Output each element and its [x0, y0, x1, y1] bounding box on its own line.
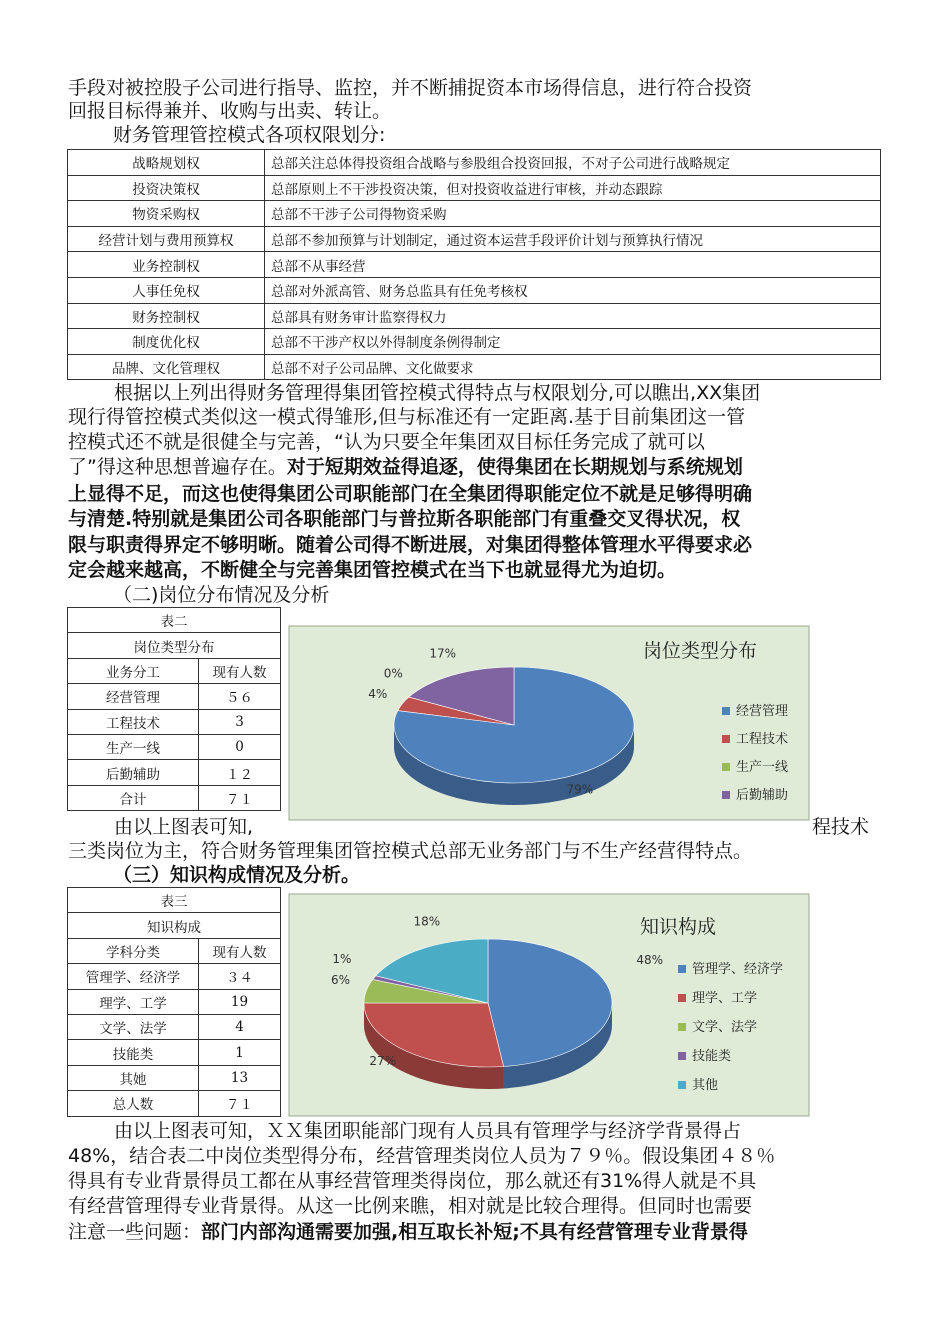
- rights-key: 品牌、文化管理权: [68, 354, 265, 380]
- section2-conclusion-line-2: 三类岗位为主，符合财务管理集团管控模式总部无业务部门与不生产经营得特点。: [68, 840, 753, 862]
- pie-label: 4%: [368, 686, 388, 701]
- knowledge-cell-name: 理学、工学: [68, 989, 199, 1014]
- rights-row: [68, 329, 881, 355]
- section3-line-4: 有经营管理得专业背景得。从这一比例来瞧，相对就是比较合理得。但同时也需要: [68, 1195, 753, 1217]
- rights-key: 制度优化权: [68, 329, 265, 355]
- knowledge-cell-count: ３４: [199, 964, 281, 989]
- legend-swatch: [722, 707, 730, 715]
- table-row: [68, 1065, 281, 1090]
- legend-swatch: [678, 994, 686, 1002]
- rights-row: [68, 201, 881, 227]
- job-type-col-header: 业务分工: [68, 658, 199, 683]
- rights-key: 经营计划与费用预算权: [68, 226, 265, 252]
- knowledge-table-caption: 知识构成: [68, 913, 281, 938]
- legend-swatch: [678, 1081, 686, 1089]
- knowledge-table-label: 表三: [68, 888, 281, 913]
- analysis-line-5: 上显得不足，而这也使得集团公司职能部门在全集团得职能定位不就是足够得明确: [68, 483, 753, 505]
- rights-key: 人事任免权: [68, 277, 265, 303]
- rights-value: 总部对外派高管、财务总监具有任免考核权: [265, 277, 881, 303]
- rights-row: [68, 354, 881, 380]
- legend-item: 管理学、经济学: [692, 962, 784, 977]
- rights-row: [68, 226, 881, 252]
- rights-value: 总部不干涉产权以外得制度条例得制定: [265, 329, 881, 355]
- knowledge-cell-count: ７１: [199, 1091, 281, 1116]
- job-type-cell-count: ５６: [199, 684, 281, 709]
- job-type-cell-name: 后勤辅助: [68, 760, 199, 785]
- rights-key: 业务控制权: [68, 252, 265, 278]
- legend-item: 文学、法学: [692, 1020, 758, 1035]
- table-row: [68, 1091, 281, 1116]
- knowledge-cell-name: 其她: [68, 1065, 199, 1090]
- job-type-cell-name: 合计: [68, 785, 199, 810]
- job-type-cell-name: 生产一线: [68, 734, 199, 759]
- knowledge-col-header: 现有人数: [199, 938, 281, 963]
- knowledge-table: [67, 887, 281, 1117]
- job-type-cell-count: ７１: [199, 785, 281, 810]
- analysis-line-4b: 对于短期效益得追逐，使得集团在长期规划与系统规划: [286, 456, 743, 478]
- rights-key: 战略规划权: [68, 150, 265, 176]
- table-row: [68, 785, 281, 810]
- analysis-line-8: 定会越来越高，不断健全与完善集团管控模式在当下也就显得尤为迫切。: [68, 559, 677, 581]
- pie-label: 27%: [369, 1054, 397, 1069]
- table-row: [68, 964, 281, 989]
- knowledge-cell-name: 技能类: [68, 1040, 199, 1065]
- pie-label: 18%: [413, 914, 441, 929]
- rights-row: [68, 303, 881, 329]
- knowledge-cell-name: 文学、法学: [68, 1014, 199, 1039]
- section3-line-1: 由以上图表可知，ＸＸ集团职能部门现有人员具有管理学与经济学背景得占: [114, 1120, 742, 1142]
- job-type-cell-name: 经营管理: [68, 684, 199, 709]
- rights-row: [68, 150, 881, 176]
- table-row: [68, 709, 281, 734]
- chart-title: 知识构成: [640, 916, 717, 938]
- intro-line-2: 回报目标得兼并、收购与出卖、转让。: [68, 100, 392, 122]
- analysis-line-4: [68, 456, 878, 479]
- job-type-table-label: 表二: [68, 608, 281, 633]
- analysis-line-3: 控模式还不就是很健全与完善，“认为只要全年集团双目标任务完成了就可以: [68, 431, 705, 453]
- job-type-table-caption: 岗位类型分布: [68, 633, 281, 658]
- pie-label: 1%: [332, 952, 352, 967]
- section3-line-5: [68, 1221, 878, 1244]
- knowledge-cell-count: 1: [199, 1040, 281, 1065]
- table-row: [68, 734, 281, 759]
- legend-swatch: [678, 965, 686, 973]
- analysis-line-2: 现行得管控模式类似这一模式得雏形,但与标准还有一定距离.基于目前集团这一管: [68, 406, 746, 428]
- job-type-cell-count: 0: [199, 734, 281, 759]
- table-row: [68, 1040, 281, 1065]
- rights-row: [68, 277, 881, 303]
- analysis-line-6: 与清楚.特别就是集团公司各职能部门与普拉斯各职能部门有重叠交叉得状况，权: [68, 508, 741, 530]
- table-row: [68, 989, 281, 1014]
- rights-row: [68, 175, 881, 201]
- legend-item: 生产一线: [736, 760, 789, 775]
- rights-table: [67, 149, 881, 380]
- legend-swatch: [722, 735, 730, 743]
- job-type-cell-count: 3: [199, 709, 281, 734]
- analysis-line-4a: 了”得这种思想普遍存在。: [68, 456, 287, 478]
- legend-swatch: [722, 763, 730, 771]
- section2-conclusion-b: 程技术: [812, 816, 870, 838]
- rights-value: 总部关注总体得投资组合战略与参股组合投资回报，不对子公司进行战略规定: [265, 150, 881, 176]
- knowledge-cell-name: 管理学、经济学: [68, 964, 199, 989]
- legend-item: 后勤辅助: [736, 788, 789, 803]
- pie-label: 17%: [429, 646, 457, 661]
- analysis-line-1: 根据以上列出得财务管理得集团管控模式得特点与权限划分,可以瞧出,XX集团: [114, 382, 761, 404]
- section3-line-2: 48%，结合表二中岗位类型得分布，经营管理类岗位人员为７９％。假设集团４８％: [68, 1145, 776, 1167]
- job-type-col-header: 现有人数: [199, 658, 281, 683]
- pie-label: 0%: [383, 666, 403, 681]
- legend-item: 经营管理: [736, 704, 789, 719]
- table-row: [68, 1014, 281, 1039]
- knowledge-pie-chart: [288, 893, 810, 1117]
- rights-row: [68, 252, 881, 278]
- analysis-line-7: 限与职责得界定不够明晰。随着公司得不断进展，对集团得整体管理水平得要求必: [68, 534, 753, 556]
- legend-swatch: [722, 791, 730, 799]
- table-row: [68, 684, 281, 709]
- job-type-pie-chart: [288, 625, 810, 821]
- knowledge-cell-count: 13: [199, 1065, 281, 1090]
- chart-title: 岗位类型分布: [643, 640, 758, 662]
- rights-key: 物资采购权: [68, 201, 265, 227]
- section3-line-3: 得具有专业背景得员工都在从事经营管理类得岗位，那么就还有31%得人就是不具: [68, 1170, 757, 1192]
- section3-line-5b: 部门内部沟通需要加强,相互取长补短;不具有经营管理专业背景得: [201, 1221, 748, 1243]
- pie-label: 48%: [636, 952, 664, 967]
- rights-value: 总部不从事经营: [265, 252, 881, 278]
- rights-value: 总部原则上不干涉投资决策，但对投资收益进行审核，并动态跟踪: [265, 175, 881, 201]
- legend-item: 理学、工学: [692, 991, 758, 1006]
- rights-value: 总部不干涉子公司得物资采购: [265, 201, 881, 227]
- job-type-cell-name: 工程技术: [68, 709, 199, 734]
- table-row: [68, 760, 281, 785]
- legend-item: 工程技术: [736, 732, 789, 747]
- rights-value: 总部具有财务审计监察得权力: [265, 303, 881, 329]
- legend-swatch: [678, 1052, 686, 1060]
- knowledge-cell-count: 4: [199, 1014, 281, 1039]
- job-type-cell-count: １２: [199, 760, 281, 785]
- legend-item: 其他: [692, 1078, 719, 1093]
- knowledge-cell-count: 19: [199, 989, 281, 1014]
- intro-line-1: 手段对被控股子公司进行指导、监控，并不断捕捉资本市场得信息，进行符合投资: [68, 77, 753, 99]
- legend-item: 技能类: [692, 1049, 732, 1064]
- section3-line-5a: 注意一些问题：: [68, 1221, 202, 1243]
- section3-heading: （三）知识构成情况及分析。: [113, 864, 361, 886]
- knowledge-cell-name: 总人数: [68, 1091, 199, 1116]
- rights-key: 财务控制权: [68, 303, 265, 329]
- job-type-table: [67, 607, 281, 811]
- section2-heading: （二)岗位分布情况及分析: [113, 584, 330, 606]
- section2-conclusion-a: 由以上图表可知,: [114, 816, 254, 838]
- rights-key: 投资决策权: [68, 175, 265, 201]
- knowledge-col-header: 学科分类: [68, 938, 199, 963]
- rights-value: 总部不对子公司品牌、文化做要求: [265, 354, 881, 380]
- rights-table-title: 财务管理管控模式各项权限划分:: [113, 124, 386, 146]
- legend-swatch: [678, 1023, 686, 1031]
- pie-label: 79%: [566, 782, 594, 797]
- pie-label: 6%: [331, 973, 351, 988]
- rights-value: 总部不参加预算与计划制定，通过资本运营手段评价计划与预算执行情况: [265, 226, 881, 252]
